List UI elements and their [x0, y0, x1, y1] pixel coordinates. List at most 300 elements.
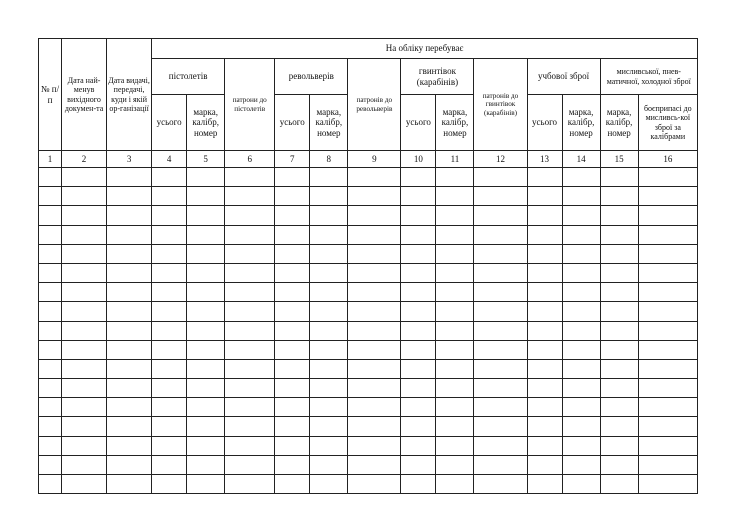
table-cell[interactable] [436, 359, 474, 378]
table-cell[interactable] [275, 225, 310, 244]
table-cell[interactable] [600, 168, 638, 187]
table-cell[interactable] [527, 475, 562, 494]
table-cell[interactable] [62, 187, 107, 206]
table-cell[interactable] [225, 417, 275, 436]
table-cell[interactable] [527, 283, 562, 302]
table-cell[interactable] [39, 398, 62, 417]
table-cell[interactable] [600, 187, 638, 206]
table-cell[interactable] [436, 475, 474, 494]
table-cell[interactable] [310, 379, 348, 398]
table-cell[interactable] [474, 283, 527, 302]
table-cell[interactable] [107, 436, 152, 455]
table-cell[interactable] [225, 379, 275, 398]
table-cell[interactable] [562, 283, 600, 302]
table-cell[interactable] [527, 187, 562, 206]
table-cell[interactable] [107, 321, 152, 340]
table-cell[interactable] [638, 321, 697, 340]
header-revolvers-total: усього [275, 95, 310, 151]
table-cell[interactable] [225, 187, 275, 206]
table-cell[interactable] [107, 302, 152, 321]
table-cell[interactable] [348, 302, 401, 321]
table-cell[interactable] [62, 475, 107, 494]
table-cell[interactable] [638, 263, 697, 282]
table-cell[interactable] [62, 417, 107, 436]
table-cell[interactable] [39, 340, 62, 359]
table-cell[interactable] [152, 187, 187, 206]
header-training-weapons: учбової зброї [527, 59, 600, 95]
table-cell[interactable] [275, 475, 310, 494]
table-cell[interactable] [562, 244, 600, 263]
table-cell[interactable] [310, 417, 348, 436]
header-revolvers: револьверів [275, 59, 348, 95]
table-cell[interactable] [39, 359, 62, 378]
table-cell[interactable] [152, 168, 187, 187]
column-number: 15 [600, 151, 638, 168]
table-cell[interactable] [474, 187, 527, 206]
table-cell[interactable] [638, 379, 697, 398]
table-cell[interactable] [62, 283, 107, 302]
table-cell[interactable] [310, 187, 348, 206]
header-pistols-brand: марка, калібр, номер [187, 95, 225, 151]
table-cell[interactable] [310, 206, 348, 225]
table-cell[interactable] [600, 283, 638, 302]
column-number-row [39, 151, 698, 168]
table-cell[interactable] [225, 475, 275, 494]
table-cell[interactable] [107, 455, 152, 474]
table-cell[interactable] [187, 379, 225, 398]
table-cell[interactable] [436, 398, 474, 417]
column-number: 10 [401, 151, 436, 168]
table-row [39, 206, 698, 225]
table-cell[interactable] [152, 244, 187, 263]
table-cell[interactable] [348, 359, 401, 378]
table-cell[interactable] [474, 359, 527, 378]
table-cell[interactable] [527, 340, 562, 359]
table-cell[interactable] [152, 455, 187, 474]
table-cell[interactable] [225, 340, 275, 359]
table-cell[interactable] [638, 283, 697, 302]
table-cell[interactable] [401, 283, 436, 302]
table-cell[interactable] [600, 206, 638, 225]
table-row [39, 340, 698, 359]
table-cell[interactable] [562, 263, 600, 282]
table-cell[interactable] [62, 225, 107, 244]
table-cell[interactable] [401, 244, 436, 263]
table-cell[interactable] [562, 340, 600, 359]
table-cell[interactable] [275, 283, 310, 302]
table-cell[interactable] [275, 379, 310, 398]
table-cell[interactable] [152, 302, 187, 321]
table-cell[interactable] [562, 398, 600, 417]
table-cell[interactable] [62, 455, 107, 474]
table-cell[interactable] [638, 244, 697, 263]
table-cell[interactable] [562, 206, 600, 225]
table-cell[interactable] [474, 225, 527, 244]
table-cell[interactable] [527, 398, 562, 417]
table-cell[interactable] [638, 187, 697, 206]
table-cell[interactable] [348, 321, 401, 340]
table-cell[interactable] [600, 321, 638, 340]
table-cell[interactable] [275, 187, 310, 206]
table-cell[interactable] [187, 283, 225, 302]
table-cell[interactable] [638, 455, 697, 474]
table-cell[interactable] [348, 475, 401, 494]
table-cell[interactable] [225, 225, 275, 244]
table-cell[interactable] [401, 398, 436, 417]
table-cell[interactable] [436, 206, 474, 225]
table-cell[interactable] [527, 302, 562, 321]
table-cell[interactable] [638, 398, 697, 417]
table-cell[interactable] [39, 187, 62, 206]
table-cell[interactable] [600, 436, 638, 455]
table-cell[interactable] [474, 417, 527, 436]
table-cell[interactable] [107, 398, 152, 417]
column-number: 1 [39, 151, 62, 168]
table-cell[interactable] [600, 225, 638, 244]
table-cell[interactable] [600, 379, 638, 398]
table-cell[interactable] [39, 263, 62, 282]
table-cell[interactable] [562, 302, 600, 321]
table-cell[interactable] [562, 475, 600, 494]
table-cell[interactable] [401, 187, 436, 206]
table-cell[interactable] [474, 398, 527, 417]
table-cell[interactable] [152, 436, 187, 455]
table-cell[interactable] [348, 168, 401, 187]
table-cell[interactable] [348, 206, 401, 225]
table-cell[interactable] [225, 168, 275, 187]
table-cell[interactable] [348, 436, 401, 455]
table-cell[interactable] [474, 321, 527, 340]
table-cell[interactable] [436, 379, 474, 398]
table-cell[interactable] [638, 168, 697, 187]
table-cell[interactable] [638, 206, 697, 225]
table-cell[interactable] [187, 455, 225, 474]
table-cell[interactable] [600, 340, 638, 359]
table-cell[interactable] [436, 263, 474, 282]
table-cell[interactable] [107, 340, 152, 359]
table-cell[interactable] [562, 455, 600, 474]
table-cell[interactable] [39, 244, 62, 263]
column-number: 8 [310, 151, 348, 168]
table-cell[interactable] [310, 340, 348, 359]
table-cell[interactable] [527, 359, 562, 378]
table-cell[interactable] [310, 168, 348, 187]
table-cell[interactable] [310, 263, 348, 282]
table-cell[interactable] [348, 379, 401, 398]
table-cell[interactable] [348, 263, 401, 282]
column-number: 3 [107, 151, 152, 168]
table-cell[interactable] [474, 436, 527, 455]
table-cell[interactable] [152, 417, 187, 436]
table-cell[interactable] [225, 283, 275, 302]
table-cell[interactable] [107, 225, 152, 244]
table-cell[interactable] [638, 475, 697, 494]
table-cell[interactable] [275, 359, 310, 378]
table-cell[interactable] [39, 206, 62, 225]
table-cell[interactable] [275, 168, 310, 187]
table-cell[interactable] [310, 359, 348, 378]
table-cell[interactable] [401, 379, 436, 398]
table-cell[interactable] [310, 283, 348, 302]
table-cell[interactable] [275, 302, 310, 321]
table-cell[interactable] [401, 168, 436, 187]
ledger-body [39, 168, 698, 494]
table-row [39, 225, 698, 244]
table-cell[interactable] [600, 417, 638, 436]
table-cell[interactable] [39, 417, 62, 436]
table-cell[interactable] [310, 321, 348, 340]
table-cell[interactable] [638, 436, 697, 455]
table-cell[interactable] [401, 263, 436, 282]
table-cell[interactable] [62, 302, 107, 321]
table-cell[interactable] [474, 263, 527, 282]
table-cell[interactable] [62, 340, 107, 359]
table-cell[interactable] [187, 225, 225, 244]
table-cell[interactable] [187, 359, 225, 378]
table-cell[interactable] [474, 340, 527, 359]
table-cell[interactable] [275, 340, 310, 359]
table-cell[interactable] [107, 168, 152, 187]
table-cell[interactable] [275, 436, 310, 455]
table-cell[interactable] [225, 455, 275, 474]
table-cell[interactable] [225, 321, 275, 340]
table-cell[interactable] [225, 206, 275, 225]
column-number: 16 [638, 151, 697, 168]
table-cell[interactable] [436, 321, 474, 340]
table-row [39, 168, 698, 187]
column-number: 2 [62, 151, 107, 168]
table-cell[interactable] [527, 455, 562, 474]
table-cell[interactable] [62, 359, 107, 378]
table-cell[interactable] [39, 321, 62, 340]
table-cell[interactable] [187, 263, 225, 282]
table-cell[interactable] [39, 475, 62, 494]
table-cell[interactable] [474, 168, 527, 187]
table-cell[interactable] [225, 359, 275, 378]
table-cell[interactable] [401, 225, 436, 244]
table-cell[interactable] [62, 244, 107, 263]
table-cell[interactable] [152, 379, 187, 398]
table-cell[interactable] [348, 340, 401, 359]
table-cell[interactable] [436, 244, 474, 263]
table-cell[interactable] [562, 168, 600, 187]
table-cell[interactable] [275, 398, 310, 417]
table-cell[interactable] [401, 321, 436, 340]
table-cell[interactable] [310, 436, 348, 455]
table-cell[interactable] [39, 225, 62, 244]
table-cell[interactable] [152, 398, 187, 417]
table-cell[interactable] [62, 379, 107, 398]
table-cell[interactable] [638, 417, 697, 436]
table-cell[interactable] [600, 263, 638, 282]
table-cell[interactable] [107, 244, 152, 263]
table-cell[interactable] [348, 398, 401, 417]
table-cell[interactable] [401, 340, 436, 359]
table-cell[interactable] [638, 302, 697, 321]
table-cell[interactable] [225, 263, 275, 282]
table-cell[interactable] [62, 436, 107, 455]
table-cell[interactable] [562, 417, 600, 436]
header-rifle-ammo: патронів до гвинтівок (карабінів) [474, 59, 527, 151]
table-cell[interactable] [436, 225, 474, 244]
table-cell[interactable] [474, 455, 527, 474]
table-cell[interactable] [275, 244, 310, 263]
table-cell[interactable] [225, 302, 275, 321]
table-cell[interactable] [187, 417, 225, 436]
table-cell[interactable] [600, 398, 638, 417]
table-cell[interactable] [436, 340, 474, 359]
table-cell[interactable] [562, 321, 600, 340]
table-cell[interactable] [39, 436, 62, 455]
table-cell[interactable] [187, 206, 225, 225]
table-cell[interactable] [436, 168, 474, 187]
table-cell[interactable] [600, 475, 638, 494]
table-cell[interactable] [275, 455, 310, 474]
table-cell[interactable] [474, 475, 527, 494]
table-cell[interactable] [187, 475, 225, 494]
table-cell[interactable] [436, 436, 474, 455]
table-cell[interactable] [310, 455, 348, 474]
table-cell[interactable] [107, 187, 152, 206]
table-row [39, 475, 698, 494]
table-cell[interactable] [225, 398, 275, 417]
table-cell[interactable] [152, 475, 187, 494]
table-cell[interactable] [562, 436, 600, 455]
table-cell[interactable] [39, 168, 62, 187]
table-cell[interactable] [107, 359, 152, 378]
table-cell[interactable] [474, 302, 527, 321]
table-cell[interactable] [39, 455, 62, 474]
table-cell[interactable] [436, 187, 474, 206]
table-cell[interactable] [348, 244, 401, 263]
table-cell[interactable] [107, 263, 152, 282]
table-cell[interactable] [225, 436, 275, 455]
table-cell[interactable] [310, 302, 348, 321]
table-row [39, 379, 698, 398]
header-pistols: пістолетів [152, 59, 225, 95]
table-cell[interactable] [187, 340, 225, 359]
column-number: 11 [436, 151, 474, 168]
table-cell[interactable] [562, 379, 600, 398]
table-cell[interactable] [436, 283, 474, 302]
table-cell[interactable] [310, 475, 348, 494]
table-cell[interactable] [401, 475, 436, 494]
table-cell[interactable] [62, 206, 107, 225]
table-cell[interactable] [527, 168, 562, 187]
table-row [39, 417, 698, 436]
table-cell[interactable] [152, 340, 187, 359]
table-cell[interactable] [527, 321, 562, 340]
table-cell[interactable] [107, 379, 152, 398]
table-cell[interactable] [107, 475, 152, 494]
table-cell[interactable] [600, 302, 638, 321]
table-cell[interactable] [187, 168, 225, 187]
table-cell[interactable] [527, 436, 562, 455]
table-cell[interactable] [562, 225, 600, 244]
table-cell[interactable] [638, 225, 697, 244]
table-cell[interactable] [310, 398, 348, 417]
table-cell[interactable] [527, 206, 562, 225]
table-cell[interactable] [527, 379, 562, 398]
table-cell[interactable] [187, 244, 225, 263]
table-cell[interactable] [562, 359, 600, 378]
table-cell[interactable] [348, 225, 401, 244]
table-cell[interactable] [187, 187, 225, 206]
table-cell[interactable] [310, 225, 348, 244]
table-cell[interactable] [348, 187, 401, 206]
table-cell[interactable] [107, 417, 152, 436]
header-doc-date-name: Дата най-менув вихідного докумен-та [62, 39, 107, 151]
table-cell[interactable] [152, 225, 187, 244]
table-cell[interactable] [436, 302, 474, 321]
table-cell[interactable] [348, 455, 401, 474]
table-cell[interactable] [107, 206, 152, 225]
column-number: 12 [474, 151, 527, 168]
table-cell[interactable] [401, 359, 436, 378]
table-cell[interactable] [187, 302, 225, 321]
table-cell[interactable] [436, 455, 474, 474]
table-cell[interactable] [62, 168, 107, 187]
table-cell[interactable] [152, 263, 187, 282]
header-pistol-ammo: патрони до пістолетів [225, 59, 275, 151]
table-cell[interactable] [638, 359, 697, 378]
table-cell[interactable] [401, 436, 436, 455]
table-cell[interactable] [527, 244, 562, 263]
table-cell[interactable] [401, 206, 436, 225]
table-cell[interactable] [474, 206, 527, 225]
table-cell[interactable] [187, 436, 225, 455]
table-cell[interactable] [600, 455, 638, 474]
table-cell[interactable] [39, 302, 62, 321]
table-cell[interactable] [401, 455, 436, 474]
table-cell[interactable] [62, 263, 107, 282]
table-cell[interactable] [348, 417, 401, 436]
table-cell[interactable] [401, 417, 436, 436]
table-cell[interactable] [275, 321, 310, 340]
table-cell[interactable] [600, 244, 638, 263]
table-cell[interactable] [62, 321, 107, 340]
table-cell[interactable] [527, 225, 562, 244]
table-cell[interactable] [225, 244, 275, 263]
table-cell[interactable] [152, 283, 187, 302]
table-cell[interactable] [436, 417, 474, 436]
table-cell[interactable] [275, 206, 310, 225]
table-cell[interactable] [62, 398, 107, 417]
table-cell[interactable] [275, 417, 310, 436]
table-cell[interactable] [310, 244, 348, 263]
table-cell[interactable] [187, 398, 225, 417]
table-cell[interactable] [562, 187, 600, 206]
column-number: 6 [225, 151, 275, 168]
table-cell[interactable] [600, 359, 638, 378]
table-cell[interactable] [39, 283, 62, 302]
table-cell[interactable] [474, 244, 527, 263]
table-cell[interactable] [39, 379, 62, 398]
table-cell[interactable] [275, 263, 310, 282]
table-cell[interactable] [152, 321, 187, 340]
table-cell[interactable] [474, 379, 527, 398]
table-cell[interactable] [401, 302, 436, 321]
table-cell[interactable] [527, 263, 562, 282]
table-cell[interactable] [107, 283, 152, 302]
table-cell[interactable] [638, 340, 697, 359]
table-cell[interactable] [152, 206, 187, 225]
table-cell[interactable] [152, 359, 187, 378]
table-cell[interactable] [348, 283, 401, 302]
table-cell[interactable] [527, 417, 562, 436]
table-cell[interactable] [187, 321, 225, 340]
table-row [39, 302, 698, 321]
